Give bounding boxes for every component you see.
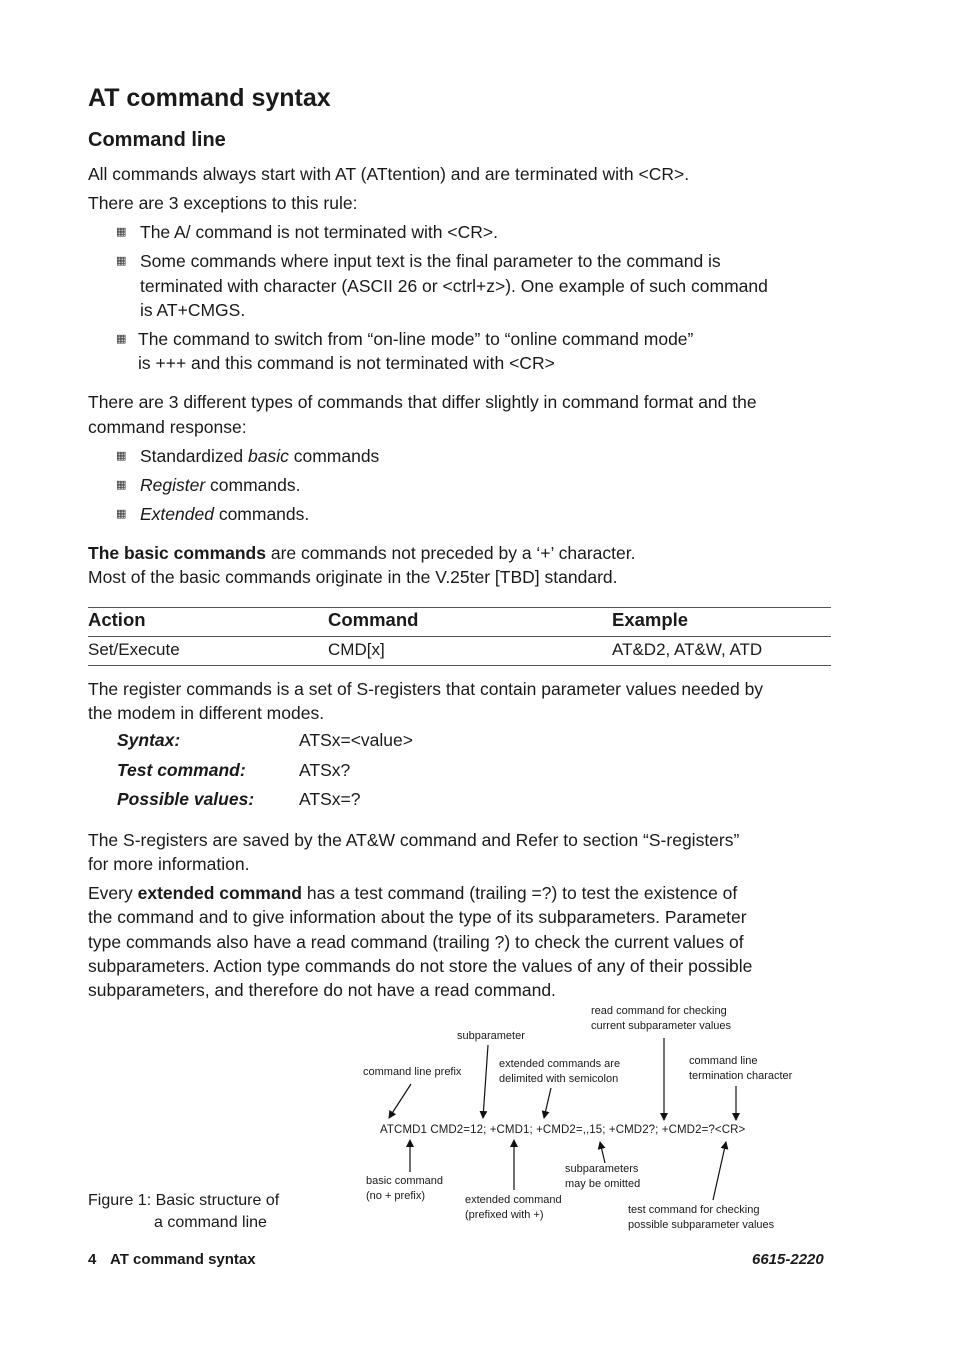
label-omitted: subparameters may be omitted: [565, 1163, 641, 1190]
possible-values-label: Possible values:: [117, 789, 255, 809]
footer-section: AT command syntax: [110, 1251, 256, 1268]
bullet-icon: ▦: [116, 255, 126, 267]
table-cell-command: CMD[x]: [328, 640, 385, 659]
arrow-omitted: [600, 1142, 605, 1163]
basic-commands-line-2: Most of the basic commands originate in the V.25ter [TBD] standard.: [88, 567, 618, 587]
table-cell-example: AT&D2, AT&W, ATD: [612, 640, 763, 659]
table-header-example: Example: [612, 609, 689, 630]
bullet-icon: ▦: [116, 450, 126, 462]
label-extended-command: extended command (prefixed with +): [465, 1194, 562, 1221]
footer-page-number: 4: [88, 1251, 97, 1268]
sregisters-line-1: The S-registers are saved by the AT&W command and Refer to section “S-registers”: [88, 830, 740, 850]
arrow-prefix: [389, 1084, 411, 1118]
extended-line-4: subparameters. Action type commands do not store the values of any of their possible: [88, 956, 753, 976]
extended-line-3: type commands also have a read command (trailing ?) to check the current values of: [88, 932, 744, 952]
label-basic-command: basic command (no + prefix): [366, 1175, 444, 1202]
intro-line-2: There are 3 exceptions to this rule:: [88, 193, 358, 213]
arrow-test: [713, 1142, 726, 1200]
bullet-icon: ▦: [116, 479, 126, 491]
label-test-command: test command for checking possible subparameter values: [628, 1204, 775, 1231]
arrow-semicolon: [544, 1088, 551, 1118]
table-cell-action: Set/Execute: [88, 640, 180, 659]
possible-values-value: ATSx=?: [299, 789, 361, 809]
types-intro-line-2: command response:: [88, 417, 247, 437]
sregisters-line-2: for more information.: [88, 854, 250, 874]
extended-line-1: Every extended command has a test command (trailing =?) to test the existence of: [88, 883, 738, 903]
footer-doc-number: 6615-2220: [752, 1251, 824, 1268]
extended-line-5: subparameters, and therefore do not have a read command.: [88, 980, 556, 1000]
bullet-icon: ▦: [116, 226, 126, 238]
syntax-value: ATSx=<value>: [299, 730, 413, 750]
page-title: AT command syntax: [88, 84, 331, 112]
syntax-label: Syntax:: [117, 730, 181, 750]
bullet-icon: ▦: [116, 333, 126, 345]
arrow-subparameter: [483, 1045, 488, 1118]
intro-line-1: All commands always start with AT (ATtention) and are terminated with <CR>.: [88, 164, 690, 184]
types-intro-line-1: There are 3 different types of commands that differ slightly in command format and the: [88, 392, 757, 412]
register-line-1: The register commands is a set of S-registers that contain parameter values needed by: [88, 679, 764, 699]
basic-commands-line-1: The basic commands are commands not preceded by a ‘+’ character.: [88, 543, 636, 563]
table-header-command: Command: [328, 609, 419, 630]
table-header-action: Action: [88, 609, 146, 630]
section-title: Command line: [88, 129, 226, 151]
label-prefix: command line prefix: [363, 1066, 462, 1078]
figure-command-line: ATCMD1 CMD2=12; +CMD1; +CMD2=,,15; +CMD2?; +CMD2=?<CR>: [380, 1124, 746, 1136]
label-delimited: extended commands are delimited with semicolon: [499, 1058, 621, 1085]
label-subparameter: subparameter: [457, 1030, 525, 1042]
label-read-command: read command for checking current subparameter values: [591, 1005, 732, 1032]
register-line-2: the modem in different modes.: [88, 703, 325, 723]
test-command-label: Test command:: [117, 760, 246, 780]
label-termination: command line termination character: [689, 1055, 793, 1082]
extended-line-2: the command and to give information about the type of its subparameters. Parameter: [88, 907, 747, 927]
bullet-icon: ▦: [116, 508, 126, 520]
figure-caption: Figure 1: Basic structure of a command line: [88, 1192, 280, 1231]
test-command-value: ATSx?: [299, 760, 351, 780]
